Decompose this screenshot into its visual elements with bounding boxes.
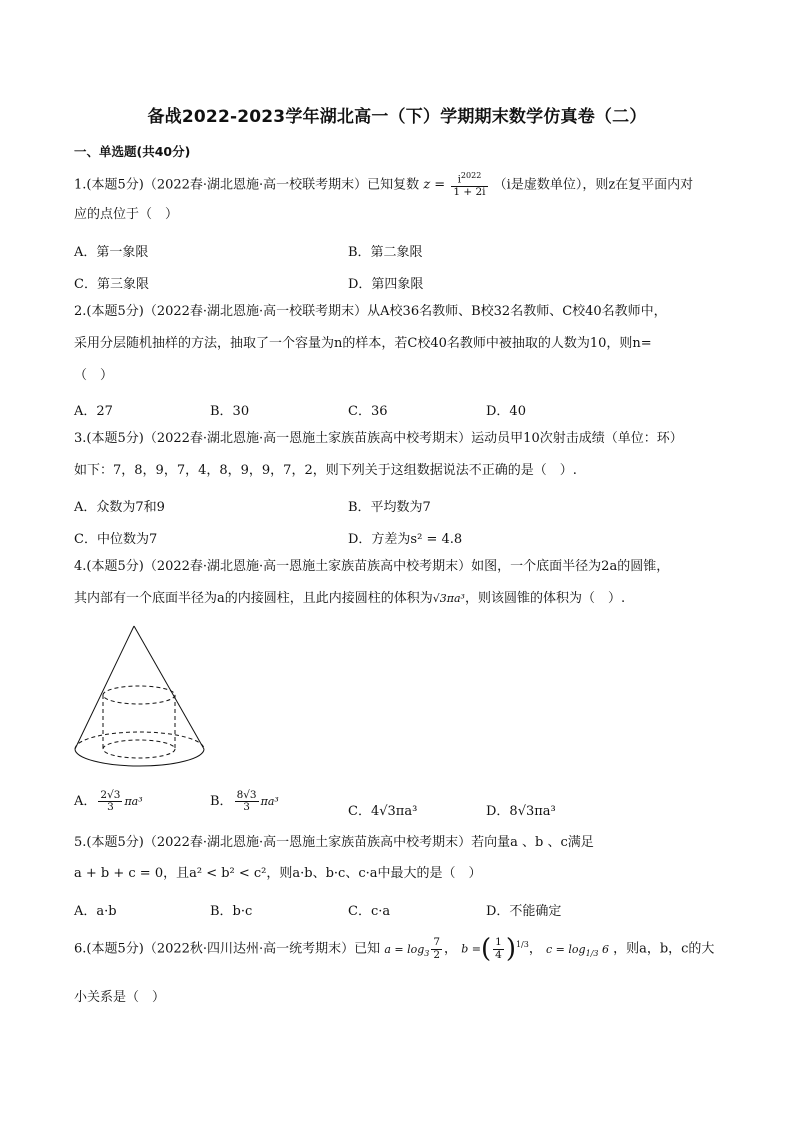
q3-option-b: B．平均数为7 — [348, 500, 431, 515]
question-6-line-1: 6.(本题5分)（2022秋·四川达州·高一统考期末）已知 $a = \log_3$ $\frac{7}{2}$ ， b =( $\frac{1}{4}$ )$^{1/3}$， $c = \log_{1/3} 6$ ，则a，b，c的大 — [74, 934, 715, 964]
q1-num-base: i — [457, 173, 461, 186]
question-5-line-2: a + b + c = 0，且a² < b² < c²，则a·b、b·c、c·a中最大的是（ ） — [74, 866, 482, 881]
q6-prefix: 6.(本题5分)（2022秋·四川达州·高一统考期末）已知 — [74, 941, 381, 957]
q4-option-d: D．8√3πa³ — [486, 804, 556, 819]
q4-text-b: ，则该圆锥的体积为（ ）. — [464, 591, 626, 606]
question-2-line-2: 采用分层随机抽样的方法，抽取了一个容量为n的样本，若C校40名教师中被抽取的人数为10，则n= — [74, 336, 652, 351]
q1-suffix: （i是虚数单位），则z在复平面内对 — [493, 177, 694, 193]
q1-fraction — [451, 172, 487, 198]
cylinder-bottom — [103, 740, 175, 758]
q1-den: 1 + 2i — [453, 185, 486, 198]
q2-option-b: B．30 — [210, 404, 250, 419]
question-2-line-3: （ ） — [74, 368, 114, 383]
question-6-line-2: 小关系是（ ） — [74, 990, 166, 1005]
q4-text-a: 其内部有一个底面半径为a的内接圆柱，且此内接圆柱的体积为 — [74, 591, 433, 606]
cone-left-edge — [75, 626, 134, 749]
q4-option-b: B． $\frac{8√3}{3}$ πa³ — [210, 789, 279, 814]
page-title: 备战2022-2023学年湖北高一（下）学期期末数学仿真卷（二） — [147, 107, 647, 127]
q2-option-c: C．36 — [348, 404, 388, 419]
q2-option-d: D．40 — [486, 404, 526, 419]
question-5-line-1: 5.(本题5分)（2022春·湖北恩施·高一恩施土家族苗族高中校考期末）若向量a 、b 、c满足 — [74, 835, 594, 850]
cone-base-back — [75, 732, 204, 749]
q6-b-expr: b = — [461, 942, 481, 956]
question-4-line-1: 4.(本题5分)（2022春·湖北恩施·高一恩施土家族苗族高中校考期末）如图，一个底面半径为2a的圆锥， — [74, 559, 670, 574]
question-3-line-1: 3.(本题5分)（2022春·湖北恩施·高一恩施土家族苗族高中校考期末）运动员甲10次射击成绩（单位：环） — [74, 431, 683, 446]
q1-option-d: D．第四象限 — [348, 277, 424, 292]
q3-option-a: A．众数为7和9 — [74, 500, 165, 515]
q6-c-expr: $c = \log_{1/3} 6$ — [546, 942, 609, 958]
question-4-line-2 — [74, 592, 625, 605]
cone-figure — [70, 622, 210, 772]
q1-option-b: B．第二象限 — [348, 245, 423, 260]
q4-option-c: C．4√3πa³ — [348, 804, 418, 819]
q2-option-a: A．27 — [74, 404, 113, 419]
q6-b-fraction: $\frac{1}{4}$ — [495, 936, 502, 961]
q5-option-a: A．a·b — [74, 904, 117, 919]
question-3-line-2: 如下：7，8，9，7，4，8，9，9，7，2，则下列关于这组数据说法不正确的是（ ）. — [74, 463, 577, 478]
q1-option-c: C．第三象限 — [74, 277, 149, 292]
question-1-line-1 — [74, 172, 693, 198]
q4-option-b-fraction: $\frac{8√3}{3}$ — [236, 789, 257, 814]
q4-cylinder-volume: √3πa³ — [432, 592, 465, 605]
q1-prefix: 1.(本题5分)（2022春·湖北恩施·高一校联考期末）已知复数 — [74, 177, 420, 193]
q5-option-d: D．不能确定 — [486, 904, 562, 919]
q1-option-a: A．第一象限 — [74, 245, 149, 260]
q1-num-exp: 2022 — [460, 171, 482, 180]
cylinder-top — [103, 686, 175, 704]
q6-suffix: ，则a，b，c的大 — [613, 941, 715, 957]
q6-a-fraction: $\frac{7}{2}$ — [433, 936, 441, 961]
section-header: 一、单选题(共40分) — [74, 144, 191, 159]
q3-option-c: C．中位数为7 — [74, 532, 158, 547]
q3-option-d: D．方差为s² = 4.8 — [348, 532, 463, 547]
cone-right-edge — [134, 626, 204, 749]
q5-option-b: B．b·c — [210, 904, 253, 919]
question-1-line-2: 应的点位于（ ） — [74, 207, 179, 222]
q6-b-exponent: 1/3 — [515, 940, 529, 950]
q4-option-a: A． $\frac{2√3}{3}$ πa³ — [74, 789, 143, 814]
q6-a-expr: $a = \log_3$ — [384, 942, 430, 958]
q4-option-a-fraction: $\frac{2√3}{3}$ — [100, 789, 121, 814]
q1-z-label: z = — [423, 177, 446, 193]
q5-option-c: C．c·a — [348, 904, 391, 919]
question-2-line-1: 2.(本题5分)（2022春·湖北恩施·高一校联考期末）从A校36名教师、B校32名教师、C校40名教师中， — [74, 304, 667, 319]
